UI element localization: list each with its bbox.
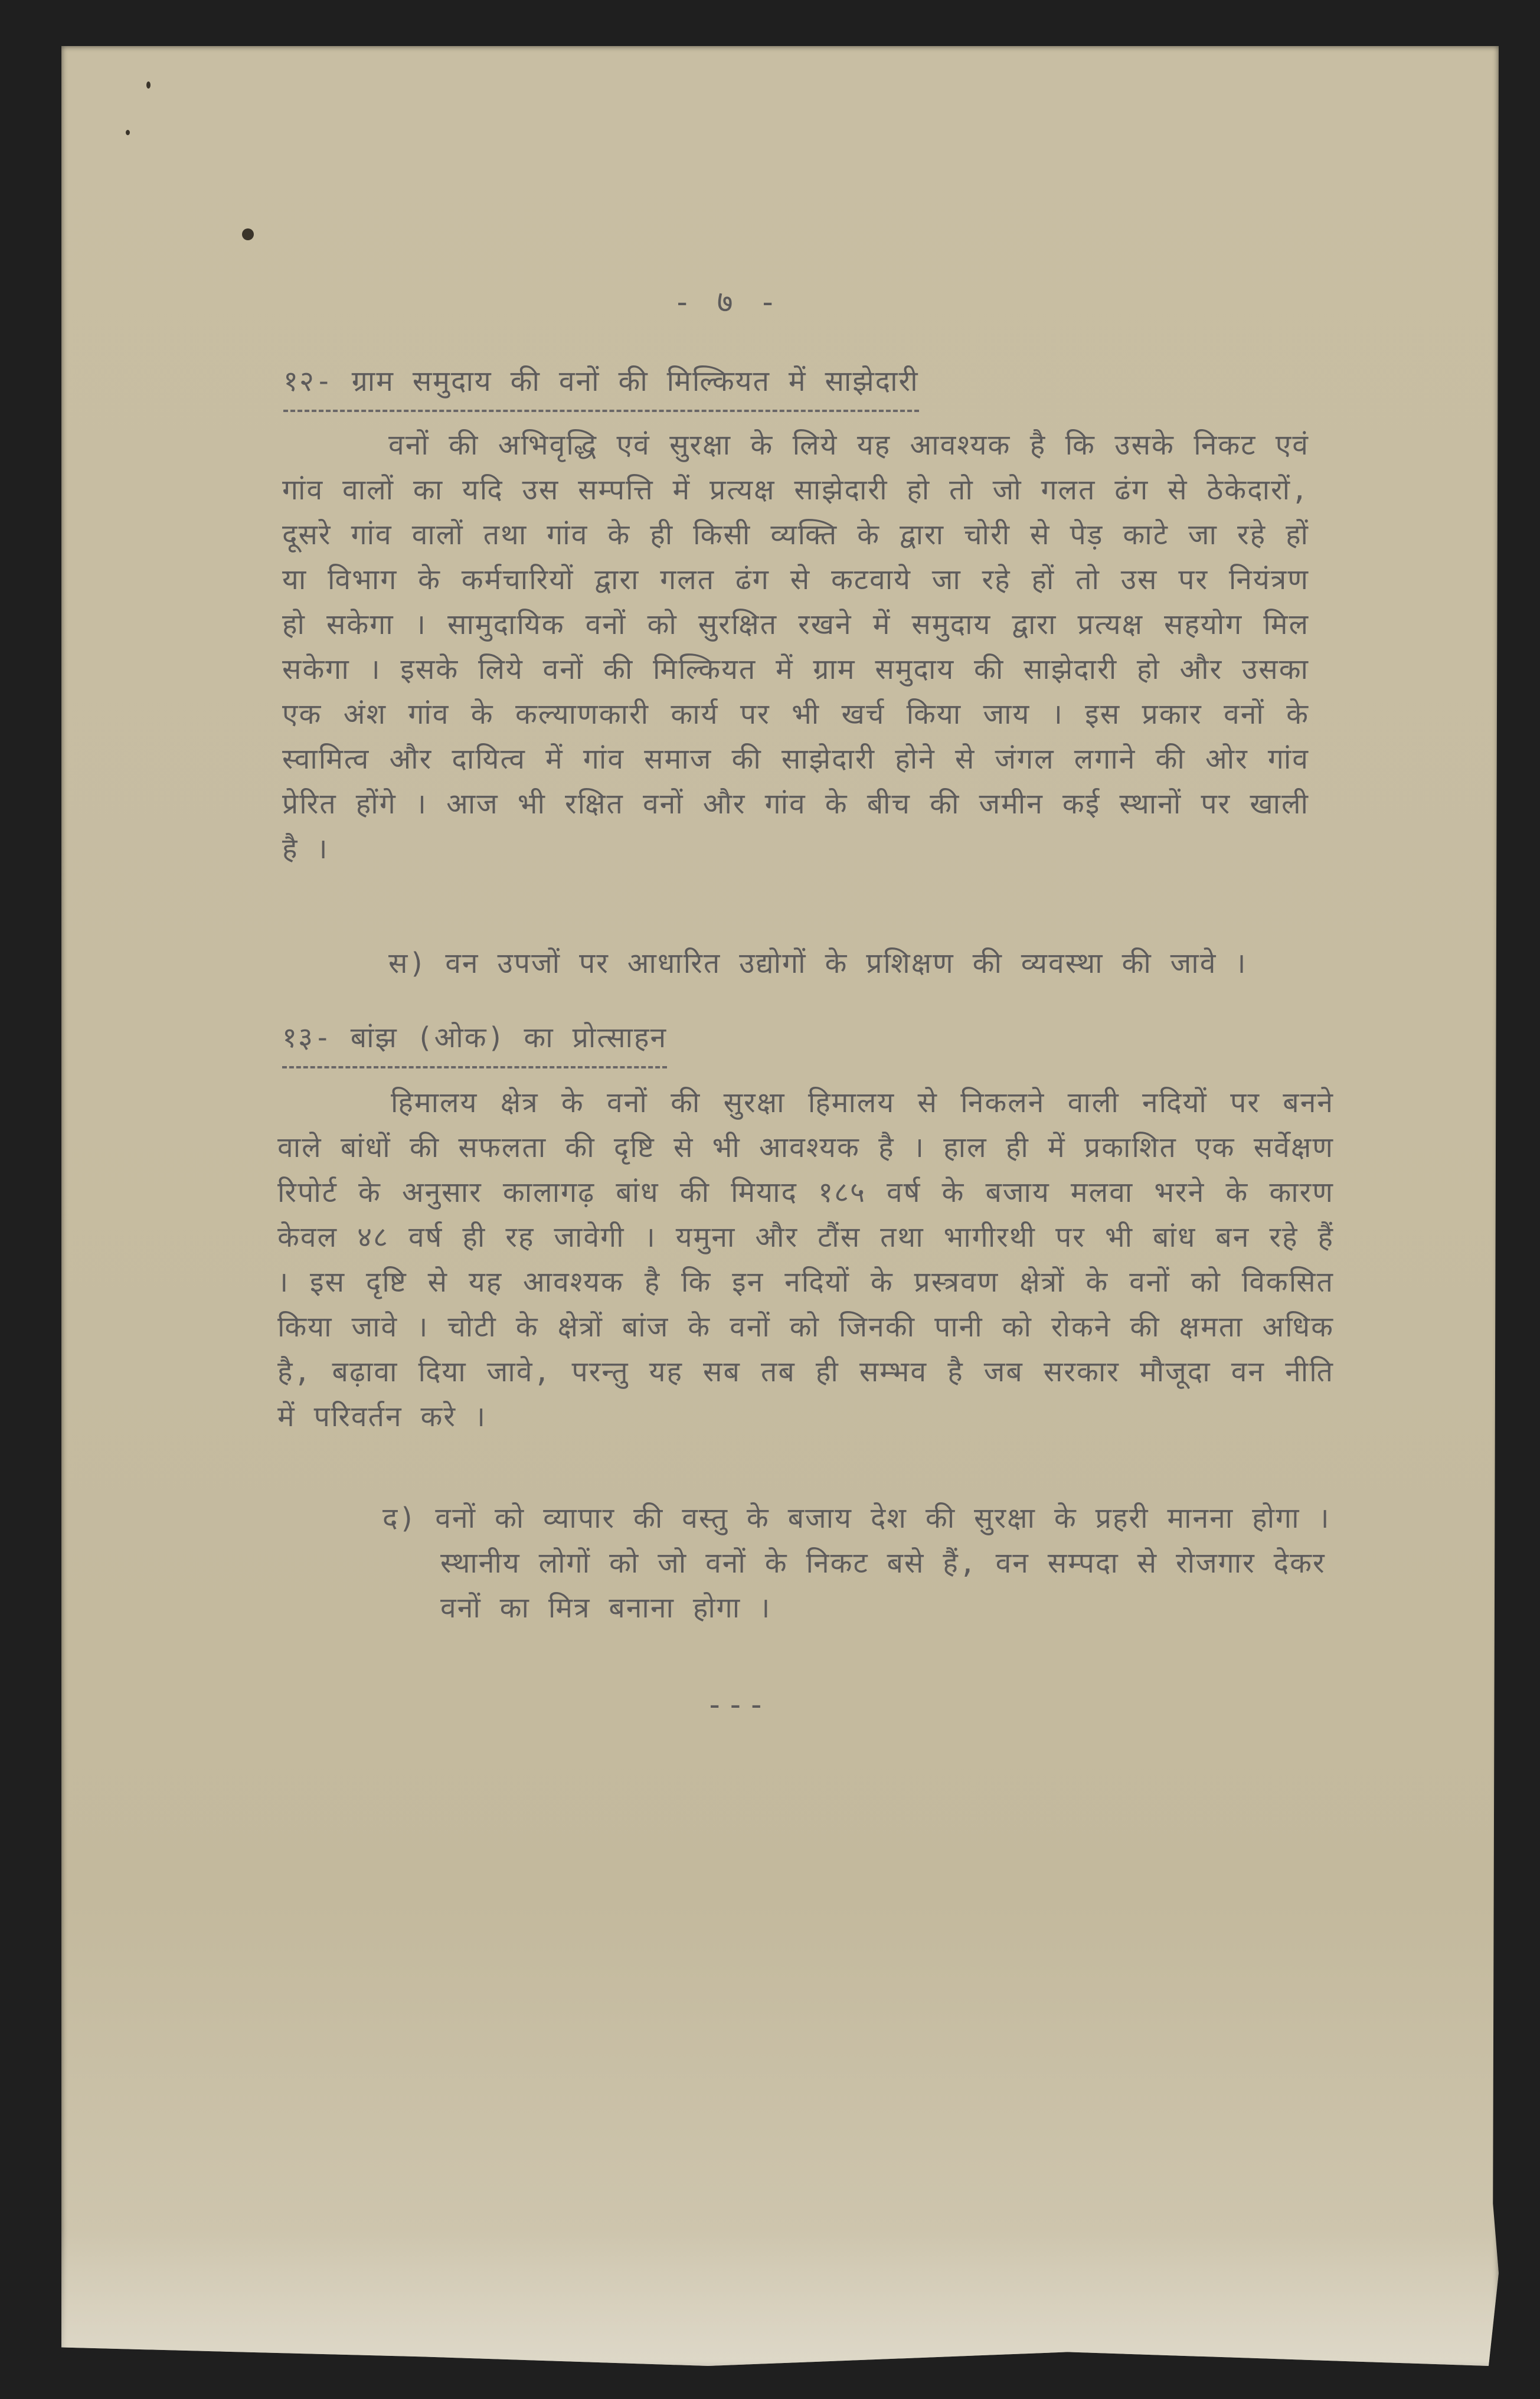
section-12-item-s: स) वन उपजों पर आधारित उद्योगों के प्रशिक्षण की व्यवस्था की जावे । [388,947,1247,980]
ink-spot [242,228,254,240]
section-12-heading: १२- ग्राम समुदाय की वनों की मिल्कियत में साझेदारी [283,359,919,412]
section-13-item-d: द) वनों को व्यापार की वस्तु के बजाय देश की सुरक्षा के प्रहरी मानना होगा । स्थानीय लोगों को जो वनों के निकट बसे हैं, वन सम्पदा से रोजगार देकर वनों का मित्र बनाना होगा । [382,1502,1330,1625]
end-mark: --- [705,1687,768,1723]
section-12-paragraph: वनों की अभिवृद्धि एवं सुरक्षा के लिये यह आवश्यक है कि उसके निकट एवं गांव वालों का यदि उस सम्पत्ति में प्रत्यक्ष साझेदारी हो तो जो गलत ढंग से ठेकेदारों, दूसरे गांव वालों तथा गांव के ही किसी व्यक्ति के द्वारा चोरी से पेड़ काटे जा रहे हों या विभाग के कर्मचारियों द्वारा गलत ढंग से कटवाये जा रहे हों तो उस पर नियंत्रण हो सकेगा । सामुदायिक वनों को सुरक्षित रखने में समुदाय द्वारा प्रत्यक्ष सहयोग मिल सकेगा । इसके लिये वनों की मिल्कियत में ग्राम समुदाय की साझेदारी हो और उसका एक अंश गांव के कल्याणकारी कार्य पर भी खर्च किया जाय । इस प्रकार वनों के स्वामित्व और दायित्व में गांव समाज की साझेदारी होने से जंगल लगाने की ओर गांव प्रेरित होंगे । आज भी रक्षित वनों और गांव के बीच की जमीन कई स्थानों पर खाली है । [282,429,1309,865]
ink-spot [146,81,151,89]
page-number: - ७ - [673,285,781,320]
section-13-paragraph: हिमालय क्षेत्र के वनों की सुरक्षा हिमालय से निकलने वाली नदियों पर बनने वाले बांधों की सफलता की दृष्टि से भी आवश्यक है । हाल ही में प्रकाशित एक सर्वेक्षण रिपोर्ट के अनुसार कालागढ़ बांध की मियाद १८५ वर्ष के बजाय मलवा भरने के कारण केवल ४८ वर्ष ही रह जावेगी । यमुना और टौंस तथा भागीरथी पर भी बांध बन रहे हैं । इस दृष्टि से यह आवश्यक है कि इन नदियों के प्रस्त्रवण क्षेत्रों के वनों को विकसित किया जावे । चोटी के क्षेत्रों बांज के वनों को जिनकी पानी को रोकने की क्षमता अधिक है, बढ़ावा दिया जावे, परन्तु यह सब तब ही सम्भव है जब सरकार मौजूदा वन नीति में परिवर्तन करे । [277,1086,1334,1433]
ink-spot [126,130,130,135]
section-13-heading: १३- बांझ (ओक) का प्रोत्साहन [282,1015,667,1068]
